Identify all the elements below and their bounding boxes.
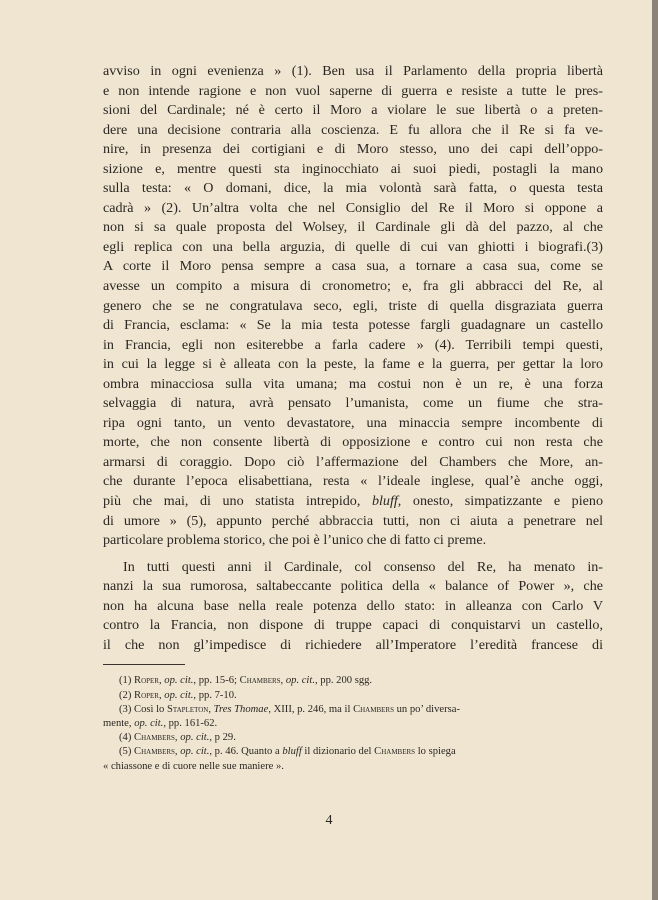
text-line: In tutti questi anni il Cardinale, col consenso del Re, ha menato in- — [123, 558, 603, 575]
text-line: particolare problema storico, che poi è l’unico che di fatto ci preme. — [103, 532, 487, 549]
italic-word: bluff, — [371, 493, 402, 510]
footnote-author: Chambers — [374, 746, 416, 758]
text-line: morte, che non consente libertà di opposizione e contro cui non resta che — [103, 434, 603, 451]
footnote-text: , p. 46. Quanto a — [209, 746, 283, 758]
footnote-text: il dizionario del — [301, 746, 375, 758]
text-line: sulla testa: « O domani, dice, la mia volontà sarà fatta, o questa testa — [103, 180, 603, 197]
footnotes — [103, 674, 603, 773]
footnote-text: , pp. 161-62. — [163, 717, 218, 729]
text-line: di umore » (5), appunto perché abbraccia tutti, non ci aiuta a penetrare nel — [103, 512, 603, 529]
paragraph-2 — [103, 558, 603, 656]
text-line: dere una decisione contraria alla coscienza. E fu allora che il Re si fa ve- — [103, 121, 603, 138]
footnote-text: lo spiega — [415, 746, 456, 758]
text-line: in cui la legge si è alleata con la peste, la fame e la guerra, per gettar la loro — [103, 356, 603, 373]
text-line: avviso in ogni evenienza » (1). Ben usa il Parlamento della propria libertà — [103, 63, 603, 79]
text-line: contro la Francia, non dispone di truppe capaci di conquistarvi un castello, — [103, 617, 603, 634]
footnote-text: , p 29. — [209, 732, 236, 744]
footnote-number: (4) — [119, 732, 132, 744]
text-fragment: onesto, simpatizzante e pieno — [401, 493, 603, 510]
page-text-block — [103, 62, 603, 774]
footnote-author: Chambers — [353, 703, 394, 715]
footnote-ref: op. cit. — [180, 746, 210, 758]
footnote-2 — [103, 689, 603, 703]
text-line: avesse un compito a misura di cronometro; e, fra gli abbracci del Re, al — [103, 278, 603, 295]
footnote-title: Tres Thomae — [213, 703, 269, 715]
text-line: e non intende ragione e non vuol saperne di guerra e resiste a tutte le pres- — [103, 82, 603, 99]
text-line: che durante l’epoca elisabettiana, resta « l’ideale inglese, qual’è anche oggi, — [103, 473, 603, 490]
footnote-5 — [103, 745, 603, 759]
footnote-number: (2) — [119, 689, 132, 701]
footnote-separator — [103, 664, 185, 665]
text-line: ripa ogni tanto, un vento devastatore, una minaccia sempre incombente di — [103, 414, 603, 431]
text-line: selvaggia di natura, avrà pensato l’umanista, come un fiume che stra- — [103, 395, 603, 412]
footnote-ref: op. cit. — [285, 675, 315, 687]
footnote-italic-word: bluff — [282, 746, 302, 758]
text-line: armarsi di coraggio. Dopo ciò l’affermazione del Chambers che More, an- — [103, 453, 603, 470]
footnote-1 — [103, 674, 603, 688]
text-line: A corte il Moro pensa sempre a casa sua, a tornare a casa sua, come se — [103, 258, 603, 275]
footnote-author: Chambers, — [134, 746, 178, 758]
text-line: sizione e, mentre questi sta inginocchiato ai suoi piedi, postagli la mano — [103, 160, 603, 177]
text-fragment: più che mai, di uno statista intrepido, — [103, 493, 372, 510]
footnote-ref: op. cit. — [164, 675, 194, 687]
footnote-ref: op. cit. — [180, 732, 210, 744]
text-line: in Francia, egli non esiterebbe a farla cadere » (4). Terribili tempi questi, — [103, 336, 603, 353]
footnote-author: Roper, — [134, 675, 162, 687]
footnote-number: (3) — [119, 703, 132, 715]
footnote-text: , pp. 7-10. — [193, 689, 237, 701]
footnote-text: un po’ diversa- — [393, 703, 460, 715]
text-line: di Francia, esclama: « Se la mia testa potesse fargli guadagnare un castello — [103, 317, 603, 334]
footnote-5-continued: « chiassone e di cuore nelle sue maniere ». — [103, 760, 284, 772]
text-line — [103, 492, 603, 512]
footnote-ref: op. cit. — [164, 689, 194, 701]
footnote-author: Chambers, — [239, 675, 284, 687]
footnote-number: (1) — [119, 675, 132, 687]
footnote-3-continued — [103, 717, 603, 731]
text-line: cadrà » (2). Un’altra volta che nel Consiglio del Re il Moro si oppone a — [103, 199, 603, 216]
footnote-author: Chambers, — [134, 732, 178, 744]
text-line: egli replica con una bella arguzia, di quelle di cui van ghiotti i biografi.(3) — [103, 238, 603, 255]
footnote-ref: op. cit. — [134, 717, 164, 729]
footnote-number: (5) — [119, 746, 132, 758]
footnote-author: Stapleton, — [166, 703, 211, 715]
footnote-text: Così lo — [134, 703, 167, 715]
footnote-text: , pp. 15-6; — [193, 675, 240, 687]
text-line: nire, in presenza dei cortigiani e di Moro stesso, uno dei capi dell’oppo- — [103, 141, 603, 158]
footnote-4 — [103, 731, 603, 745]
paragraph-1 — [103, 62, 603, 551]
footnote-text: , XIII, p. 246, ma il — [268, 703, 354, 715]
page-number: 4 — [325, 813, 333, 828]
text-line: genero che se ne congratulava seco, egli, triste di quella disgraziata guerra — [103, 297, 603, 314]
text-line: non ha alcuna base nella reale potenza dello stato: in alleanza con Carlo V — [103, 597, 603, 614]
page-edge-shadow — [652, 0, 658, 900]
text-line: ombra minacciosa sulla vita umana; ma costui non è un re, è una forza — [103, 375, 603, 392]
text-line: nanzi la sua rumorosa, saltabeccante politica della « balance of Power », che — [103, 578, 603, 595]
footnote-3 — [103, 703, 603, 717]
footnote-text: mente, — [103, 717, 135, 729]
text-line: non si sa quale proposta del Wolsey, il Cardinale gli dà del pazzo, al che — [103, 219, 603, 236]
text-line: sioni del Cardinale; né è certo il Moro a violare le sue libertà o a preten- — [103, 102, 603, 119]
text-line: il che non gl’impedisce di richiedere all’Imperatore l’eredità francese di — [103, 636, 603, 653]
footnote-text: , pp. 200 sgg. — [314, 675, 373, 687]
footnote-author: Roper, — [134, 689, 162, 701]
